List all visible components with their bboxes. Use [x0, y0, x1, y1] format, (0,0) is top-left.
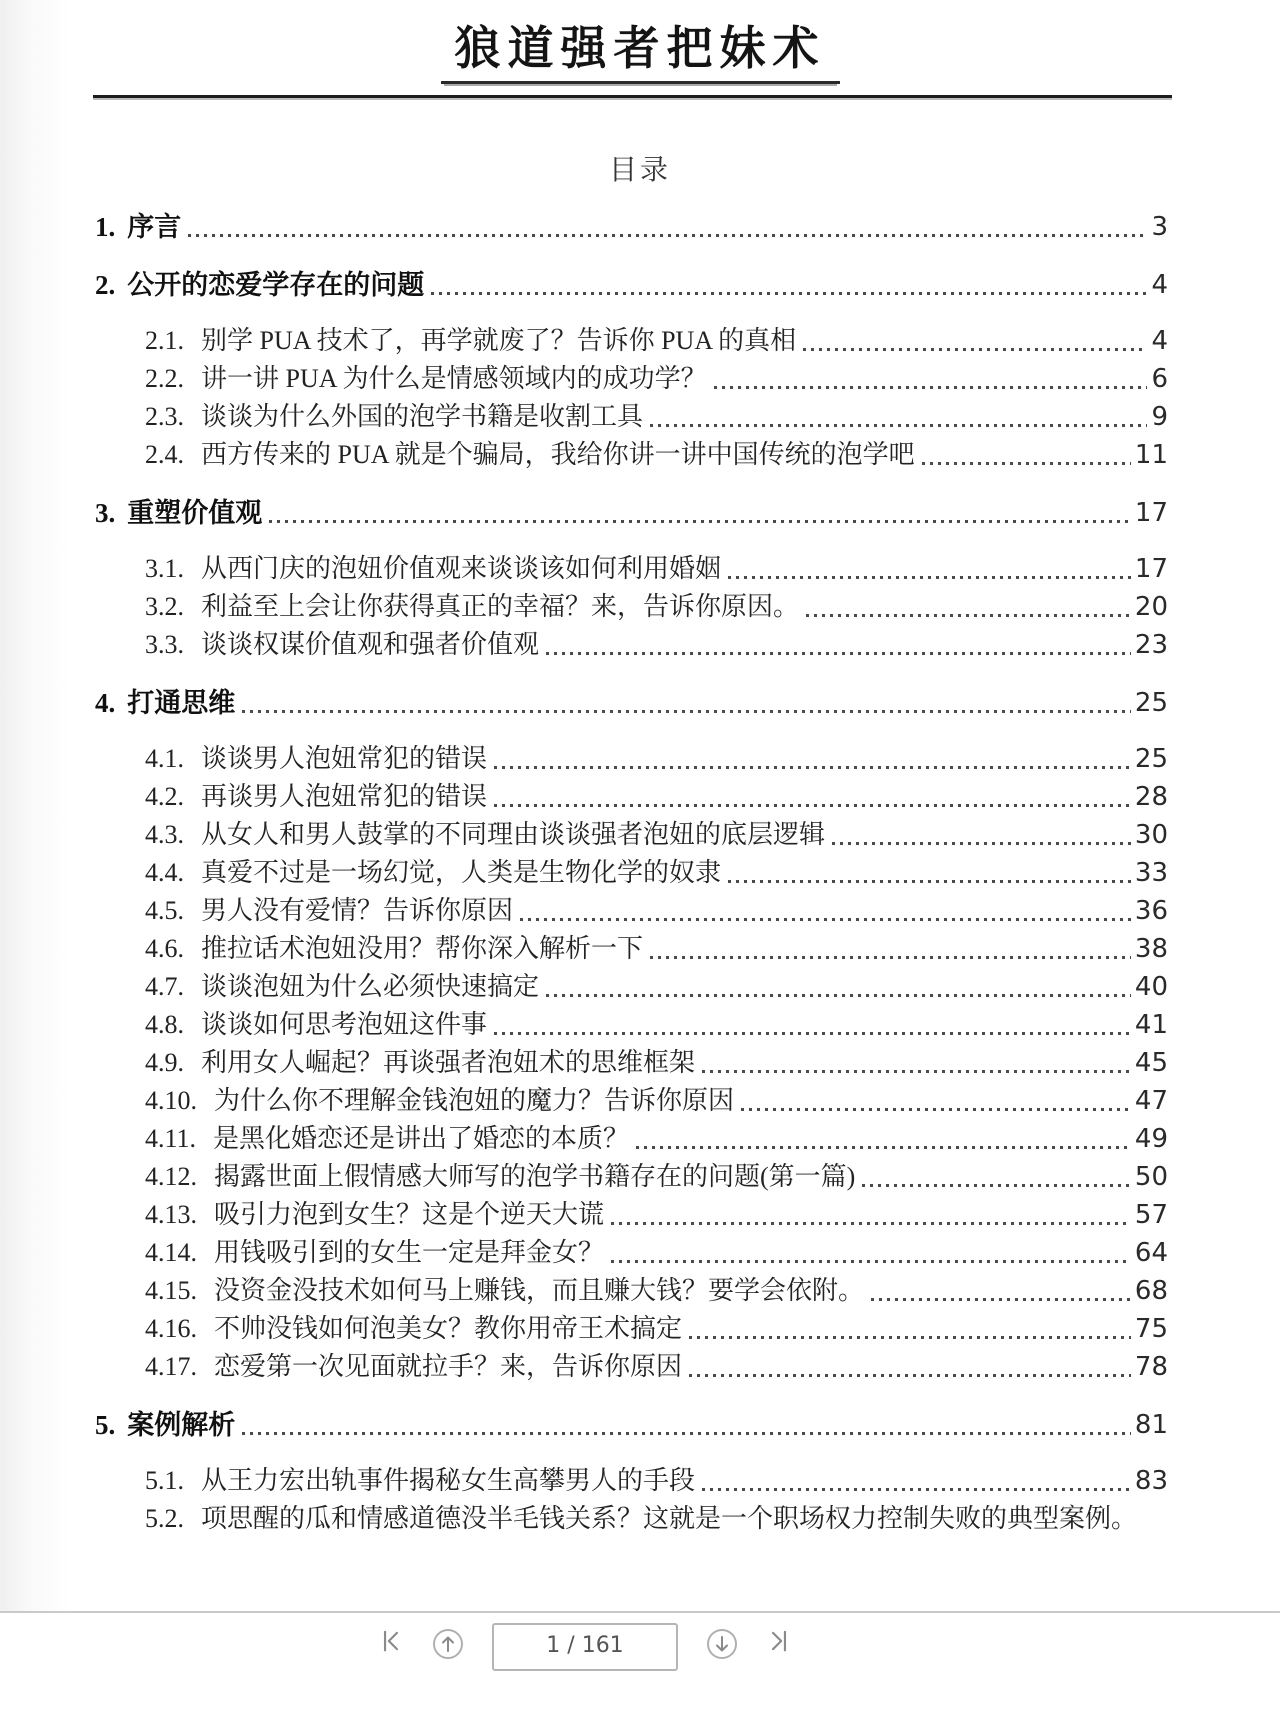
toc-entry[interactable] [95, 968, 1168, 1006]
toc-dot-leader [494, 1032, 1131, 1035]
toc-entry[interactable] [95, 266, 1168, 304]
toc-entry-page: 25 [1134, 744, 1168, 774]
toc-entry-title: 谈谈如何思考泡妞这件事 [201, 1010, 488, 1039]
toc-dot-leader [188, 234, 1147, 237]
toc-entry-number: 4.13. [145, 1200, 197, 1229]
toc-entry-page: 64 [1134, 1238, 1168, 1268]
toc-entry[interactable] [95, 494, 1168, 532]
toc-dot-leader [611, 1222, 1131, 1225]
toc-entry-page: 68 [1134, 1276, 1168, 1306]
toc-entry[interactable] [95, 1158, 1168, 1196]
toc-entry-title: 谈谈权谋价值观和强者价值观 [201, 630, 540, 659]
page-title-text: 狼道强者把妹术 [441, 12, 840, 84]
toc-entry[interactable] [95, 778, 1168, 816]
toc-dot-leader [741, 1108, 1131, 1111]
toc-entry-title: 没资金没技术如何马上赚钱，而且赚大钱？要学会依附。 [214, 1276, 865, 1305]
toc-entry[interactable] [95, 1234, 1168, 1272]
toc-dot-leader [494, 766, 1131, 769]
toc-entry-page: 33 [1134, 858, 1168, 888]
toc-entry-title: 重塑价值观 [127, 498, 263, 528]
toc-entry-number: 1. [95, 212, 116, 242]
toc-entry-number: 4.16. [145, 1314, 197, 1343]
toc-entry-number: 4.1. [145, 744, 184, 773]
toc-entry-number: 4.8. [145, 1010, 184, 1039]
toc-entry-title: 项思醒的瓜和情感道德没半毛钱关系？这就是一个职场权力控制失败的典型案例。 [201, 1504, 1138, 1533]
toc-entry-title: 西方传来的 PUA 就是个骗局，我给你讲一讲中国传统的泡学吧 [201, 440, 915, 469]
arrow-down-circle-icon [706, 1628, 738, 1660]
toc-entry-title: 利益至上会让你获得真正的幸福？来，告诉你原因。 [201, 592, 800, 621]
toc-entry-number: 5. [95, 1410, 116, 1440]
toc-entry-title: 恋爱第一次见面就拉手？来，告诉你原因 [214, 1352, 683, 1381]
toc-entry-number: 3. [95, 498, 116, 528]
toc-entry-title: 真爱不过是一场幻觉，人类是生物化学的奴隶 [201, 858, 722, 887]
toc-entry-title: 再谈男人泡妞常犯的错误 [201, 782, 488, 811]
arrow-up-circle-icon [432, 1628, 464, 1660]
toc-entry-title: 从西门庆的泡妞价值观来谈谈该如何利用婚姻 [201, 554, 722, 583]
toc-entry-number: 2. [95, 270, 116, 300]
toc-entry-page: 4 [1151, 270, 1168, 300]
toc-entry-page: 81 [1134, 1410, 1168, 1440]
toc-entry-page: 20 [1134, 592, 1168, 622]
toc-entry-title: 利用女人崛起？再谈强者泡妞术的思维框架 [201, 1048, 696, 1077]
toc-entry-page: 17 [1134, 554, 1168, 584]
toc-dot-leader [702, 1070, 1131, 1073]
toc-entry[interactable] [95, 322, 1168, 360]
toc-entry[interactable] [95, 1196, 1168, 1234]
toc-entry[interactable] [95, 684, 1168, 722]
toc-entry-number: 3.2. [145, 592, 184, 621]
toc-entry-page: 78 [1134, 1352, 1168, 1382]
toc-entry-page: 40 [1134, 972, 1168, 1002]
toc-entry[interactable] [95, 740, 1168, 778]
toc-entry-title: 从女人和男人鼓掌的不同理由谈谈强者泡妞的底层逻辑 [201, 820, 826, 849]
toc-entry[interactable] [95, 816, 1168, 854]
toc-entry[interactable] [95, 1462, 1168, 1500]
toc-dot-leader [650, 424, 1147, 427]
toc-heading: 目录 [608, 155, 671, 186]
toc-list [95, 208, 1168, 1538]
toc-dot-leader [546, 994, 1131, 997]
toc-entry-title: 不帅没钱如何泡美女？教你用帝王术搞定 [214, 1314, 683, 1343]
toc-entry-number: 2.4. [145, 440, 184, 469]
toc-entry[interactable] [95, 930, 1168, 968]
page-number-input[interactable]: 1 / 161 [492, 1623, 678, 1671]
toc-dot-leader [806, 614, 1131, 617]
toc-entry-page: 49 [1134, 1124, 1168, 1154]
toc-entry-number: 4.7. [145, 972, 184, 1001]
toc-entry-page: 50 [1134, 1162, 1168, 1192]
toc-entry[interactable] [95, 1500, 1168, 1538]
toc-entry[interactable] [95, 550, 1168, 588]
toc-entry[interactable] [95, 1044, 1168, 1082]
toc-dot-leader [714, 386, 1148, 389]
toc-entry-title: 推拉话术泡妞没用？帮你深入解析一下 [201, 934, 644, 963]
toc-entry[interactable] [95, 1120, 1168, 1158]
toc-entry-number: 3.3. [145, 630, 184, 659]
next-page-button[interactable] [706, 1628, 738, 1660]
toc-entry-number: 2.3. [145, 402, 184, 431]
first-page-icon [378, 1628, 404, 1654]
first-page-button[interactable] [378, 1628, 404, 1654]
toc-entry-title: 吸引力泡到女生？这是个逆天大谎 [214, 1200, 605, 1229]
toc-entry-page: 36 [1134, 896, 1168, 926]
toc-dot-leader [871, 1298, 1131, 1301]
toc-dot-leader [269, 520, 1131, 523]
toc-entry-title: 是黑化婚恋还是讲出了婚恋的本质？ [213, 1124, 630, 1153]
toc-entry-number: 4.6. [145, 934, 184, 963]
toc-entry-page: 28 [1134, 782, 1168, 812]
toc-entry[interactable] [95, 1406, 1168, 1444]
toc-entry-page: 25 [1134, 688, 1168, 718]
previous-page-button[interactable] [432, 1628, 464, 1660]
toc-entry-title: 公开的恋爱学存在的问题 [127, 270, 425, 300]
toc-entry-page: 41 [1134, 1010, 1168, 1040]
toc-dot-leader [922, 462, 1131, 465]
toc-entry-number: 2.1. [145, 326, 184, 355]
toc-entry-number: 3.1. [145, 554, 184, 583]
toc-entry-title: 男人没有爱情？告诉你原因 [201, 896, 514, 925]
toc-entry-page: 45 [1134, 1048, 1168, 1078]
toc-entry-number: 4. [95, 688, 116, 718]
toc-entry-number: 5.1. [145, 1466, 184, 1495]
toc-entry-title: 揭露世面上假情感大师写的泡学书籍存在的问题(第一篇) [214, 1162, 856, 1191]
toc-entry-page: 57 [1134, 1200, 1168, 1230]
toc-entry-title: 谈谈泡妞为什么必须快速搞定 [201, 972, 540, 1001]
toc-entry-title: 为什么你不理解金钱泡妞的魔力？告诉你原因 [214, 1086, 735, 1115]
toc-entry-title: 打通思维 [127, 688, 236, 718]
toc-entry-number: 4.11. [145, 1124, 197, 1153]
toc-entry-page: 75 [1134, 1314, 1168, 1344]
toc-entry-number: 4.4. [145, 858, 184, 887]
toc-entry-number: 4.3. [145, 820, 184, 849]
toc-dot-leader [242, 710, 1131, 713]
toc-entry-number: 5.2. [145, 1504, 184, 1533]
toc-entry-title: 别学 PUA 技术了，再学就废了？告诉你 PUA 的真相 [201, 326, 797, 355]
toc-entry[interactable] [95, 626, 1168, 664]
toc-dot-leader [546, 652, 1131, 655]
toc-entry-title: 谈谈为什么外国的泡学书籍是收割工具 [201, 402, 644, 431]
toc-entry-page: 47 [1134, 1086, 1168, 1116]
toc-entry-number: 4.12. [145, 1162, 197, 1191]
toc-entry-number: 4.10. [145, 1086, 197, 1115]
toc-dot-leader [803, 348, 1147, 351]
page-title [0, 0, 1280, 84]
toc-entry[interactable] [95, 854, 1168, 892]
toc-entry-number: 2.2. [145, 364, 184, 393]
toc-dot-leader [611, 1260, 1131, 1263]
toc-entry-page: 17 [1134, 498, 1168, 528]
toc-dot-leader [689, 1374, 1131, 1377]
toc-entry-page: 6 [1151, 364, 1168, 394]
toc-dot-leader [728, 880, 1131, 883]
toc-entry[interactable] [95, 1348, 1168, 1386]
toc-entry-title: 讲一讲 PUA 为什么是情感领域内的成功学？ [201, 364, 707, 393]
pager-toolbar [0, 1611, 1280, 1733]
toc-entry-page: 30 [1134, 820, 1168, 850]
toc-entry-number: 4.17. [145, 1352, 197, 1381]
toc-entry-title: 用钱吸引到的女生一定是拜金女？ [214, 1238, 605, 1267]
toc-entry-page: 38 [1134, 934, 1168, 964]
toc-entry-number: 4.2. [145, 782, 184, 811]
toc-entry-page: 4 [1151, 326, 1168, 356]
toc-dot-leader [242, 1432, 1131, 1435]
toc-dot-leader [689, 1336, 1131, 1339]
toc-dot-leader [832, 842, 1131, 845]
toc-dot-leader [636, 1146, 1131, 1149]
toc-entry-number: 4.5. [145, 896, 184, 925]
toc-entry[interactable] [95, 436, 1168, 474]
toc-entry-page: 3 [1151, 212, 1168, 242]
toc-entry-page: 23 [1134, 630, 1168, 660]
toc-dot-leader [862, 1184, 1131, 1187]
toc-entry[interactable] [95, 360, 1168, 398]
toc-entry-title: 序言 [127, 212, 182, 242]
toc-entry[interactable] [95, 1082, 1168, 1120]
toc-entry[interactable] [95, 208, 1168, 246]
toc-entry[interactable] [95, 588, 1168, 626]
pager-controls [0, 1613, 1225, 1671]
toc-dot-leader [431, 292, 1147, 295]
toc-dot-leader [520, 918, 1131, 921]
toc-dot-leader [650, 956, 1131, 959]
toc-dot-leader [494, 804, 1131, 807]
title-divider [93, 95, 1172, 98]
toc-entry-title: 谈谈男人泡妞常犯的错误 [201, 744, 488, 773]
toc-dot-leader [702, 1488, 1131, 1491]
toc-entry-page: 83 [1134, 1466, 1168, 1496]
toc-entry-number: 4.15. [145, 1276, 197, 1305]
toc-dot-leader [728, 576, 1131, 579]
toc-entry-number: 4.9. [145, 1048, 184, 1077]
toc-entry-title: 从王力宏出轨事件揭秘女生高攀男人的手段 [201, 1466, 696, 1495]
toc-entry-title: 案例解析 [127, 1410, 236, 1440]
toc-entry-page: 11 [1134, 440, 1168, 470]
toc-entry[interactable] [95, 1310, 1168, 1348]
toc-entry[interactable] [95, 892, 1168, 930]
toc-entry-number: 4.14. [145, 1238, 197, 1267]
toc-entry[interactable] [95, 1006, 1168, 1044]
toc-entry[interactable] [95, 398, 1168, 436]
last-page-button[interactable] [766, 1628, 792, 1654]
toc-entry-page: 9 [1151, 402, 1168, 432]
toc-entry[interactable] [95, 1272, 1168, 1310]
last-page-icon [766, 1628, 792, 1654]
